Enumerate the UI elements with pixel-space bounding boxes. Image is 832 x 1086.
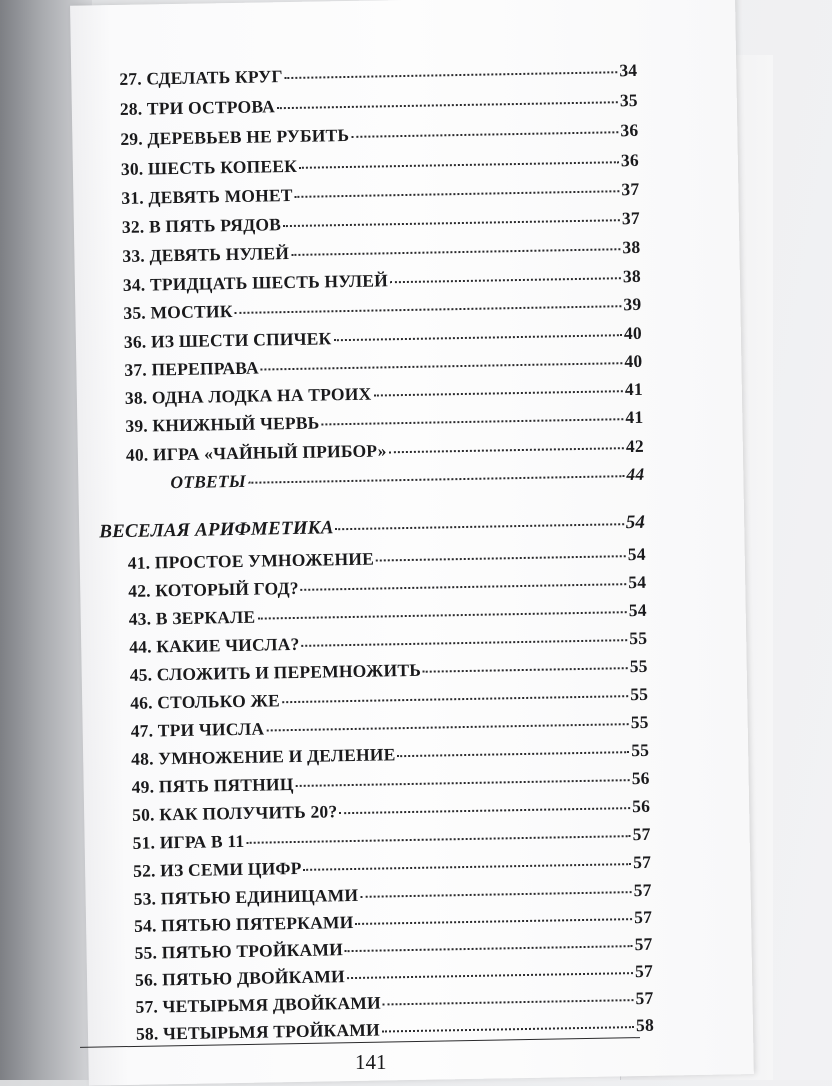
toc-entry-48: [131, 740, 649, 770]
toc-entry-page: 55: [629, 655, 648, 677]
toc-entry-57: [135, 988, 653, 1018]
toc-entry-page: 55: [630, 683, 649, 705]
toc-entry-51: [132, 824, 650, 854]
toc-leader-dots: [235, 305, 622, 314]
toc-leader-dots: [321, 418, 623, 425]
toc-entry-label: 58. ЧЕТЫРЬМЯ ТРОЙКАМИ: [135, 1019, 380, 1044]
toc-entry-label: 41. ПРОСТОЕ УМНОЖЕНИЕ: [127, 548, 375, 573]
toc-entry-label: 37. ПЕРЕПРАВА: [124, 357, 259, 380]
toc-entry-page: 36: [620, 119, 639, 141]
toc-entry-page: 40: [623, 322, 643, 344]
toc-entry-label: 53. ПЯТЬЮ ЕДИНИЦАМИ: [133, 884, 359, 909]
toc-entry-label: 29. ДЕРЕВЬЕВ НЕ РУБИТЬ: [120, 124, 350, 149]
toc-entry-page: 35: [619, 89, 638, 111]
toc-entry-32: [122, 208, 640, 238]
toc-leader-dots: [285, 71, 618, 79]
toc-leader-dots: [376, 555, 626, 561]
toc-entry-label: 47. ТРИ ЧИСЛА: [130, 718, 265, 741]
toc-leader-dots: [351, 131, 618, 138]
toc-entry-45: [130, 656, 648, 686]
toc-leader-dots: [389, 447, 624, 453]
toc-entry-page: 57: [632, 823, 651, 845]
toc-leader-dots: [333, 334, 622, 341]
toc-entry-39: [125, 407, 643, 437]
toc-entry-page: 36: [620, 149, 640, 171]
toc-entry-label: 33. ДЕВЯТЬ НУЛЕЙ: [122, 243, 290, 266]
toc-leader-dots: [291, 248, 620, 256]
toc-leader-dots: [304, 863, 632, 871]
toc-entry-page: 37: [621, 178, 640, 200]
toc-leader-dots: [390, 277, 621, 283]
toc-entry-page: 56: [631, 767, 650, 789]
toc-leader-dots: [355, 918, 632, 925]
toc-entry-page: 57: [633, 879, 652, 901]
toc-entry-page: 42: [625, 435, 644, 457]
toc-entry-54: [134, 907, 652, 937]
toc-entry-label: 57. ЧЕТЫРЬМЯ ДВОЙКАМИ: [135, 992, 381, 1017]
toc-leader-dots: [283, 219, 620, 227]
toc-leader-dots: [339, 807, 630, 814]
toc-entry-page: 41: [625, 406, 644, 428]
toc-entry-37: [124, 351, 642, 381]
toc-entry-29: [120, 120, 638, 150]
toc-entry-page: 55: [631, 739, 650, 761]
toc-leader-dots: [295, 190, 620, 198]
toc-entry-label: 30. ШЕСТЬ КОПЕЕК: [120, 155, 298, 179]
toc-entry-label: 46. СТОЛЬКО ЖЕ: [130, 690, 281, 713]
toc-entry-label: ОТВЕТЫ: [170, 470, 247, 493]
toc-entry-page: 54: [628, 571, 647, 593]
toc-entry-52: [133, 852, 651, 882]
page-number: 141: [355, 1050, 387, 1074]
toc-leader-dots: [299, 161, 619, 169]
toc-entry-44: [129, 628, 647, 658]
section-title: ВЕСЕЛАЯ АРИФМЕТИКА: [99, 517, 334, 543]
toc-leader-dots: [423, 667, 628, 673]
toc-leader-dots: [261, 362, 623, 370]
toc-entry-35: [123, 294, 641, 324]
toc-entry-page: 39: [623, 293, 642, 315]
toc-entry-page: 58: [635, 1014, 655, 1036]
toc-entry-page: 34: [619, 59, 638, 81]
toc-entry-page: 54: [628, 599, 647, 621]
toc-entry-page: 56: [632, 795, 651, 817]
toc-entry-label: 50. КАК ПОЛУЧИТЬ 20?: [132, 801, 338, 825]
toc-entry-page: 55: [630, 711, 649, 733]
toc-leader-dots: [383, 999, 634, 1005]
toc-leader-dots: [301, 639, 627, 647]
toc-entry-label: 42. КОТОРЫЙ ГОД?: [128, 577, 299, 601]
toc-entry-label: 28. ТРИ ОСТРОВА: [119, 96, 276, 119]
toc-entry-page: 44: [626, 463, 645, 485]
toc-entry-31: [121, 179, 639, 209]
toc-entry-label: 44. КАКИЕ ЧИСЛА?: [129, 633, 300, 657]
toc-entry-43: [129, 600, 647, 630]
toc-entry-page: 57: [633, 906, 653, 928]
toc-entry-27: [119, 60, 637, 90]
toc-entry-label: 40. ИГРА «ЧАЙНЫЙ ПРИБОР»: [125, 440, 387, 465]
toc-entry-56: [135, 961, 653, 991]
toc-entry-33: [122, 237, 640, 267]
toc-entry-label: 31. ДЕВЯТЬ МОНЕТ: [121, 184, 293, 208]
toc-entry-page: 40: [624, 350, 643, 372]
toc-entry-label: 27. СДЕЛАТЬ КРУГ: [119, 66, 283, 89]
toc-leader-dots: [246, 835, 630, 844]
toc-entry-42: [128, 572, 646, 602]
toc-leader-dots: [382, 1026, 634, 1032]
toc-leader-dots: [398, 751, 630, 757]
toc-entry-page: 57: [634, 933, 653, 955]
toc-entry-label: 56. ПЯТЬЮ ДВОЙКАМИ: [134, 966, 346, 990]
toc-entry-page: 57: [635, 987, 654, 1009]
toc-entry-label: 54. ПЯТЬЮ ПЯТЕРКАМИ: [133, 911, 354, 936]
toc-entry-label: 32. В ПЯТЬ РЯДОВ: [121, 214, 282, 237]
toc-entry-28: [120, 90, 638, 120]
toc-entry-page: 54: [627, 543, 646, 565]
toc-entry-page: 55: [629, 627, 648, 649]
toc-leader-dots: [266, 723, 629, 731]
toc-entry-label: 55. ПЯТЬЮ ТРОЙКАМИ: [134, 939, 344, 963]
toc-leader-dots: [248, 475, 625, 484]
toc-entry-label: 35. МОСТИК: [123, 301, 233, 323]
toc-entry-49: [132, 768, 650, 798]
toc-entry-label: 49. ПЯТЬ ПЯТНИЦ: [131, 774, 294, 797]
toc-entry-label: 45. СЛОЖИТЬ И ПЕРЕМНОЖИТЬ: [129, 659, 422, 685]
toc-leader-dots: [360, 891, 632, 898]
toc-entry-page: 38: [622, 236, 641, 258]
toc-entry-53: [133, 880, 651, 910]
toc-entry-41: [128, 544, 646, 574]
toc-entry-label: 48. УМНОЖЕНИЕ И ДЕЛЕНИЕ: [131, 744, 396, 769]
toc-entry-label: 51. ИГРА В 11: [132, 830, 245, 853]
toc-entry-label: 34. ТРИДЦАТЬ ШЕСТЬ НУЛЕЙ: [122, 270, 389, 295]
toc-entry-page: 41: [624, 378, 643, 400]
toc-leader-dots: [345, 945, 633, 952]
toc-entry-30: [121, 150, 639, 180]
toc-entry-47: [131, 712, 649, 742]
toc-entry-label: 43. В ЗЕРКАЛЕ: [128, 606, 256, 629]
toc-entry-46: [130, 684, 648, 714]
section-page: 54: [625, 511, 646, 534]
toc-entry-36: [124, 323, 642, 353]
toc-entry-page: 38: [622, 265, 642, 287]
toc-entry-label: 36. ИЗ ШЕСТИ СПИЧЕК: [123, 328, 332, 352]
toc-leader-dots: [277, 101, 618, 109]
toc-entry-label: 38. ОДНА ЛОДКА НА ТРОИХ: [124, 383, 372, 408]
toc-leader-dots: [296, 779, 630, 787]
toc-entry-page: 37: [621, 207, 641, 229]
toc-entry-50: [132, 796, 650, 826]
book-page: [70, 0, 754, 1086]
toc-entry-answers: [170, 464, 644, 493]
toc-entry-55: [134, 934, 652, 964]
toc-entry-34: [123, 266, 641, 296]
toc-entry-label: 39. КНИЖНЫЙ ЧЕРВЬ: [125, 412, 320, 436]
toc-leader-dots: [336, 523, 624, 530]
toc-entry-label: 52. ИЗ СЕМИ ЦИФР: [132, 857, 302, 881]
toc-leader-dots: [301, 583, 627, 591]
toc-leader-dots: [257, 611, 627, 619]
toc-leader-dots: [282, 695, 628, 703]
toc-entry-page: 57: [634, 960, 654, 982]
toc-entry-58: [136, 1015, 654, 1045]
toc-entry-page: 57: [633, 851, 652, 873]
toc-leader-dots: [347, 972, 633, 979]
toc-entry-40: [126, 436, 644, 466]
toc-section-heading: [99, 512, 645, 544]
toc-leader-dots: [373, 390, 623, 396]
toc-entry-38: [125, 379, 643, 409]
